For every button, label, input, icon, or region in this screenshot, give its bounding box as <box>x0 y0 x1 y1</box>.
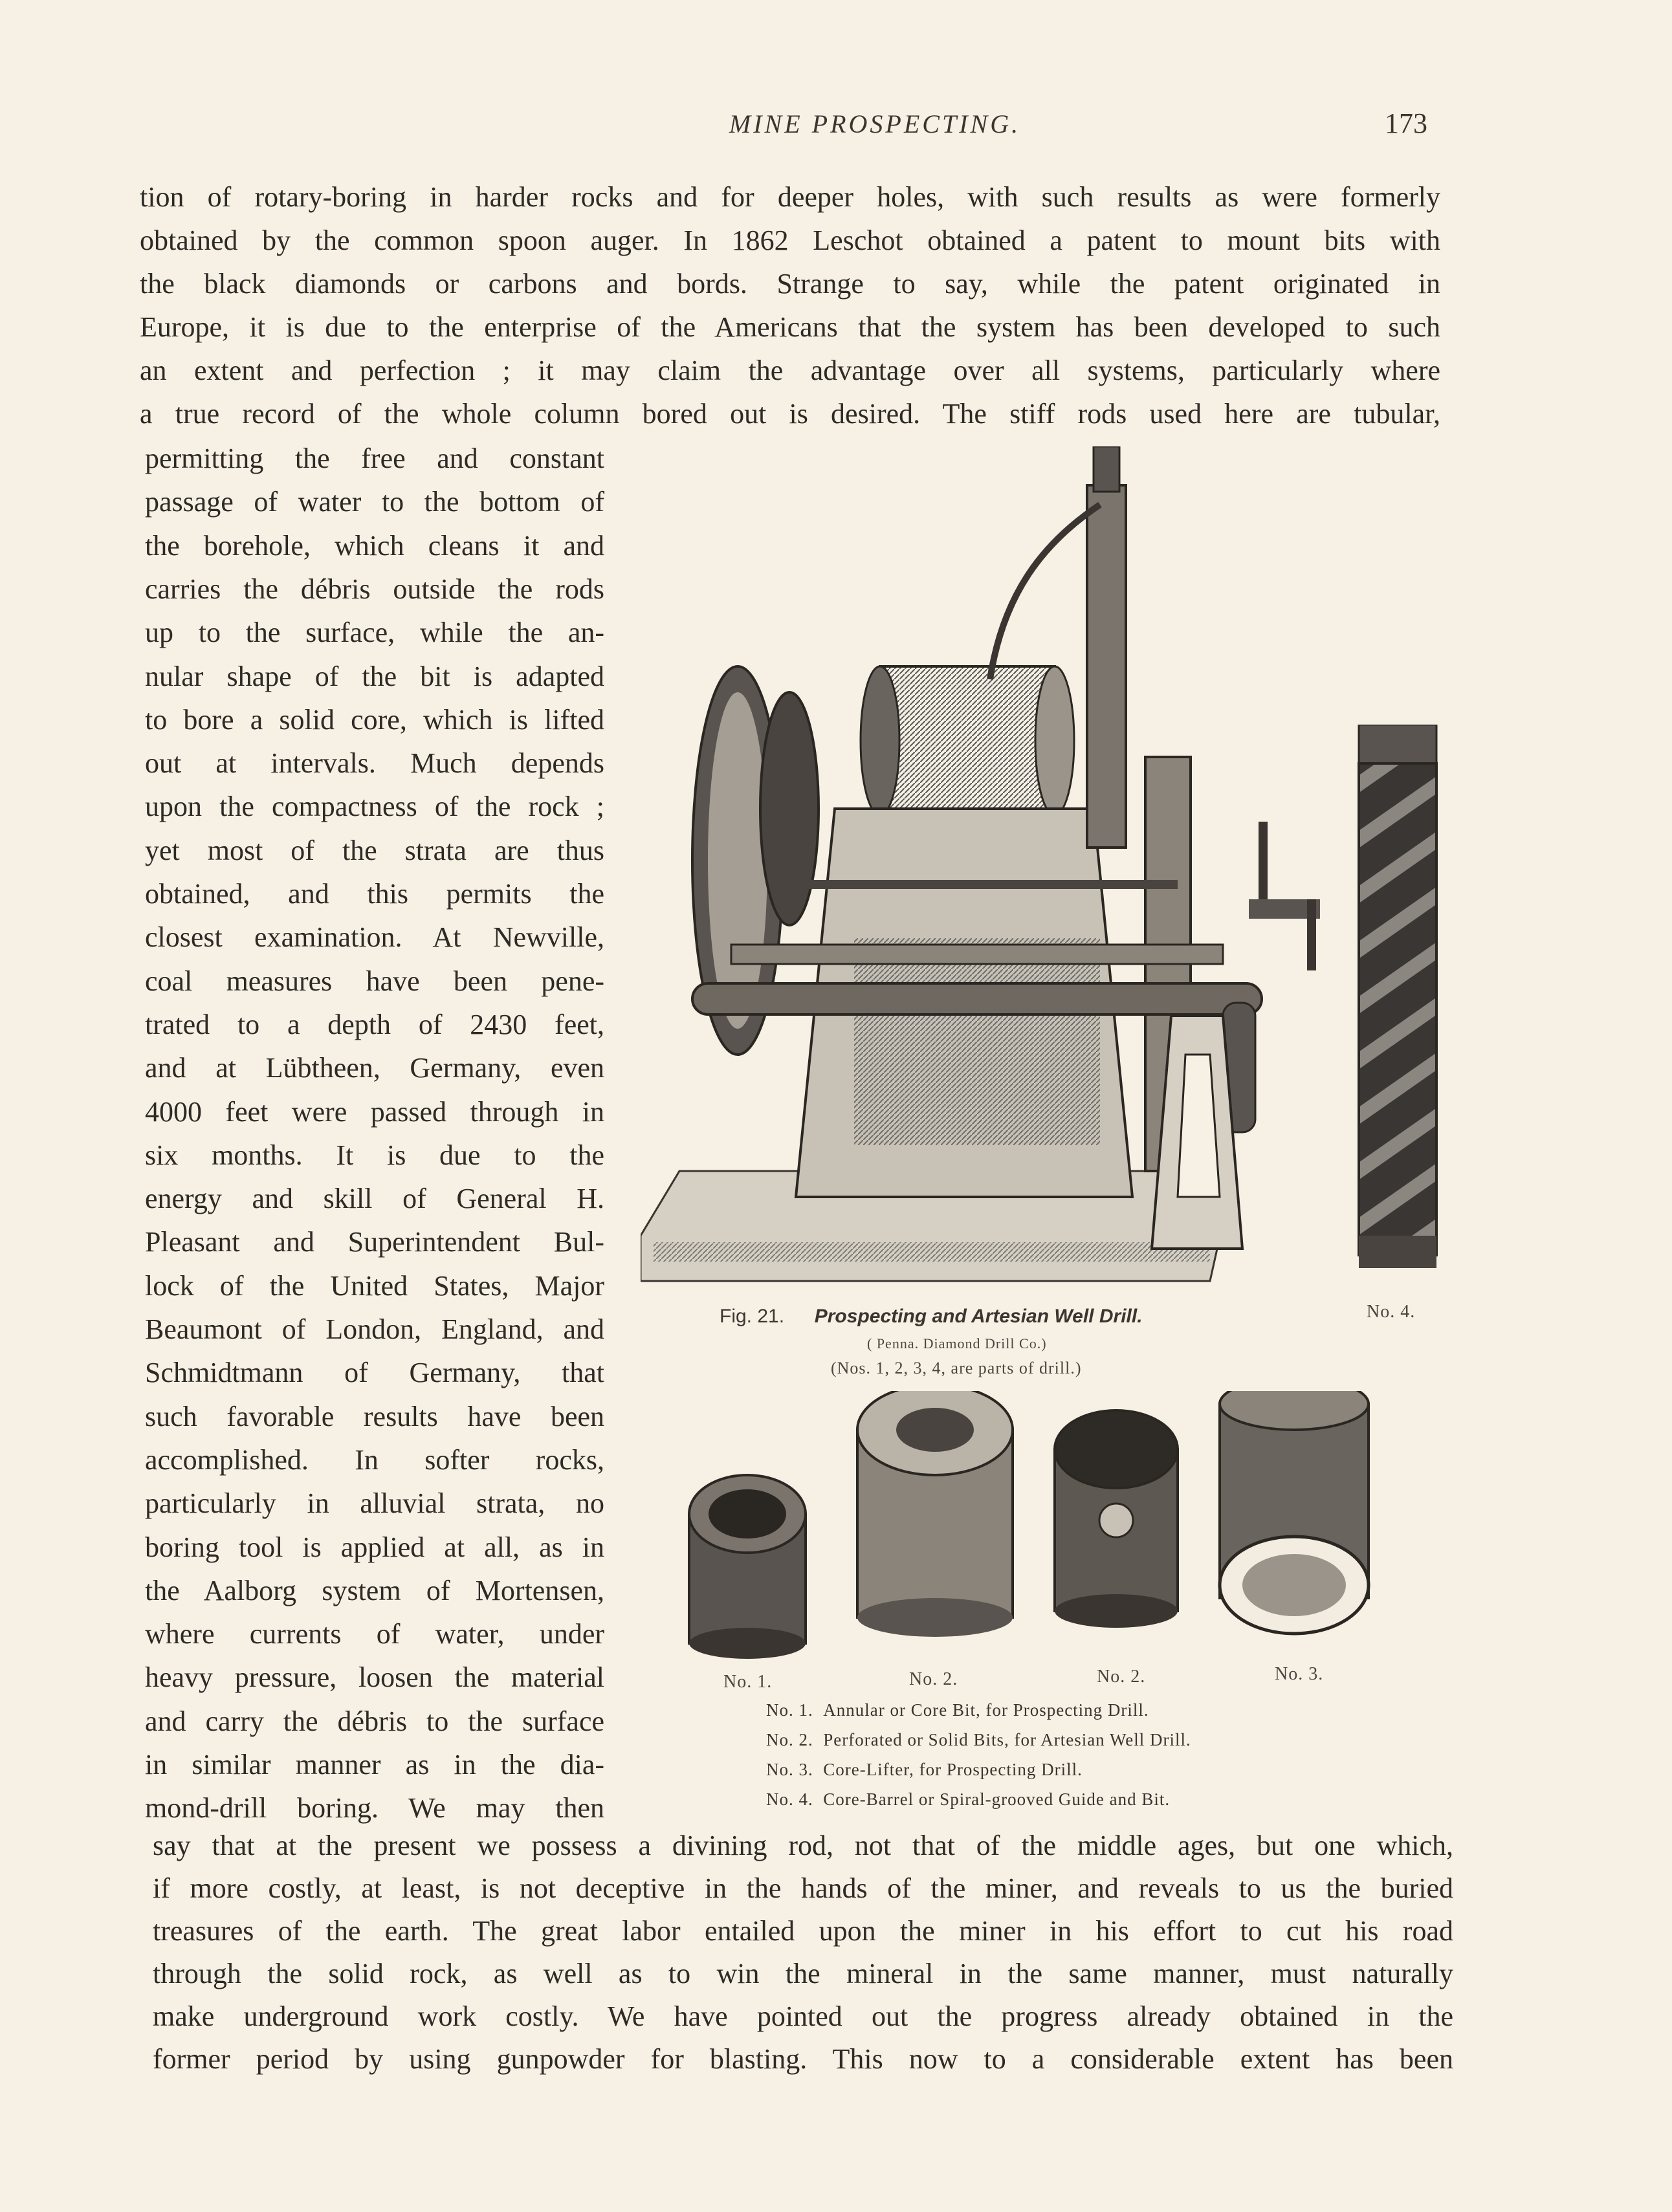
text-line: closest examination. At Newville, <box>145 921 604 954</box>
part-label: No. 1. <box>723 1672 773 1692</box>
text-line: obtained by the common spoon auger. In 1862 Leschot obtained a patent to mount bits with <box>140 224 1440 256</box>
text-line: and carry the débris to the surface <box>145 1705 604 1737</box>
text-line: passage of water to the bottom of <box>145 486 604 518</box>
legend-row: No. 3. Core-Lifter, for Prospecting Drill. <box>766 1760 1083 1779</box>
text-line: coal measures have been pene- <box>145 965 604 997</box>
legend-row: No. 4. Core-Barrel or Spiral-grooved Guide and Bit. <box>766 1790 1171 1809</box>
part-label: No. 3. <box>1275 1664 1324 1684</box>
figure-title: Prospecting and Artesian Well Drill. <box>814 1306 1143 1327</box>
text-line: obtained, and this permits the <box>145 878 604 910</box>
text-line: 4000 feet were passed through in <box>145 1095 604 1128</box>
text-line: upon the compactness of the rock ; <box>145 791 604 823</box>
text-line: trated to a depth of 2430 feet, <box>145 1008 604 1040</box>
text-line: a true record of the whole column bored out is desired. The stiff rods used here are tubular, <box>140 398 1440 430</box>
text-line: carries the débris outside the rods <box>145 573 604 605</box>
running-title: MINE PROSPECTING. <box>729 109 1021 138</box>
text-line: Pleasant and Superintendent Bul- <box>145 1226 604 1258</box>
part-label: No. 2. <box>909 1669 958 1689</box>
text-line: yet most of the strata are thus <box>145 834 604 866</box>
text-line: such favorable results have been <box>145 1400 604 1432</box>
figure-maker: ( Penna. Diamond Drill Co.) <box>867 1335 1047 1352</box>
text-line: lock of the United States, Major <box>145 1269 604 1302</box>
text-line: Beaumont of London, England, and <box>145 1313 604 1345</box>
text-line: boring tool is applied at all, as in <box>145 1531 604 1563</box>
text-line: in similar manner as in the dia- <box>145 1749 604 1780</box>
text-line: heavy pressure, loosen the material <box>145 1661 604 1694</box>
no4-label: No. 4. <box>1367 1302 1416 1322</box>
drill-machine-illustration <box>641 446 1449 1287</box>
text-line: say that at the present we possess a divining rod, not that of the middle ages, but one which, <box>153 1830 1453 1861</box>
text-line: treasures of the earth. The great labor entailed upon the miner in his effort to cut his road <box>153 1915 1453 1947</box>
text-line: permitting the free and constant <box>145 443 604 474</box>
text-line: energy and skill of General H. <box>145 1183 604 1215</box>
solid-bit <box>1055 1410 1178 1628</box>
figure-caption <box>720 1306 1143 1328</box>
text-line: an extent and perfection ; it may claim the advantage over all systems, particularly where <box>140 355 1440 386</box>
text-line: accomplished. In softer rocks, <box>145 1443 604 1476</box>
text-line: the borehole, which cleans it and <box>145 529 604 562</box>
text-line: former period by using gunpowder for blasting. This now to a considerable extent has been <box>153 2043 1453 2075</box>
page-number: 173 <box>1385 107 1427 139</box>
text-line: six months. It is due to the <box>145 1139 604 1171</box>
perforated-bit <box>857 1391 1013 1637</box>
text-line: up to the surface, while the an- <box>145 617 604 649</box>
text-line: tion of rotary-boring in harder rocks and for deeper holes, with such results as were formerly <box>140 181 1440 213</box>
text-line: make underground work costly. We have pointed out the progress already obtained in the <box>153 2000 1453 2032</box>
text-line: where currents of water, under <box>145 1618 604 1650</box>
text-line: out at intervals. Much depends <box>145 747 604 780</box>
text-line: to bore a solid core, which is lifted <box>145 703 604 736</box>
annular-bit <box>689 1475 806 1659</box>
core-barrel-illustration <box>1352 725 1443 1268</box>
core-lifter <box>1220 1391 1369 1634</box>
text-line: nular shape of the bit is adapted <box>145 660 604 692</box>
text-line: and at Lübtheen, Germany, even <box>145 1052 604 1084</box>
part-label: No. 2. <box>1097 1667 1146 1687</box>
text-line: the black diamonds or carbons and bords. Strange to say, while the patent originated in <box>140 268 1440 300</box>
text-line: the Aalborg system of Mortensen, <box>145 1574 604 1606</box>
text-line: particularly in alluvial strata, no <box>145 1487 604 1520</box>
legend-row: No. 1. Annular or Core Bit, for Prospecting Drill. <box>766 1700 1149 1720</box>
text-line: Europe, it is due to the enterprise of the Americans that the system has been developed to such <box>140 311 1440 343</box>
figure-parts-note: (Nos. 1, 2, 3, 4, are parts of drill.) <box>831 1359 1082 1377</box>
text-line: Schmidtmann of Germany, that <box>145 1357 604 1389</box>
text-line: mond-drill boring. We may then <box>145 1792 604 1824</box>
legend-row: No. 2. Perforated or Solid Bits, for Artesian Well Drill. <box>766 1730 1191 1749</box>
drill-bits-illustration <box>679 1391 1385 1669</box>
text-line: through the solid rock, as well as to win the mineral in the same manner, must naturally <box>153 1958 1453 1989</box>
text-line: if more costly, at least, is not deceptive in the hands of the miner, and reveals to us the buried <box>153 1872 1453 1904</box>
figure-number: Fig. 21. <box>720 1306 785 1327</box>
